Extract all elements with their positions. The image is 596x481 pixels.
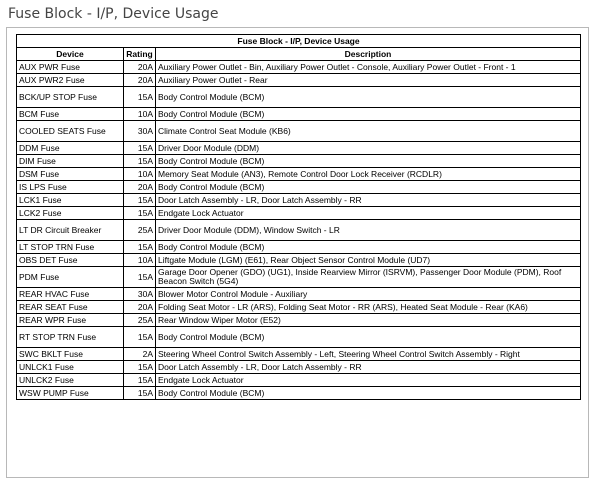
- cell-rating: 15A: [124, 194, 156, 207]
- cell-description: Steering Wheel Control Switch Assembly - Left, Steering Wheel Control Switch Assembly - Right: [156, 348, 581, 361]
- cell-device: AUX PWR2 Fuse: [17, 74, 124, 87]
- cell-rating: 15A: [124, 155, 156, 168]
- cell-device: OBS DET Fuse: [17, 254, 124, 267]
- cell-device: AUX PWR Fuse: [17, 61, 124, 74]
- cell-description: Body Control Module (BCM): [156, 181, 581, 194]
- table-row: [17, 168, 581, 181]
- cell-description: Body Control Module (BCM): [156, 87, 581, 108]
- cell-description: Auxiliary Power Outlet - Rear: [156, 74, 581, 87]
- cell-rating: 15A: [124, 241, 156, 254]
- table-row: [17, 387, 581, 400]
- cell-rating: 30A: [124, 288, 156, 301]
- cell-rating: 15A: [124, 374, 156, 387]
- cell-device: DDM Fuse: [17, 142, 124, 155]
- cell-description: Endgate Lock Actuator: [156, 374, 581, 387]
- cell-device: DIM Fuse: [17, 155, 124, 168]
- table-row: [17, 207, 581, 220]
- cell-device: LCK1 Fuse: [17, 194, 124, 207]
- table-caption: Fuse Block - I/P, Device Usage: [17, 35, 581, 48]
- table-row: [17, 108, 581, 121]
- cell-rating: 10A: [124, 168, 156, 181]
- cell-rating: 10A: [124, 254, 156, 267]
- cell-description: Auxiliary Power Outlet - Bin, Auxiliary Power Outlet - Console, Auxiliary Power Outlet - Front - 1: [156, 61, 581, 74]
- cell-description: Liftgate Module (LGM) (E61), Rear Object Sensor Control Module (UD7): [156, 254, 581, 267]
- cell-description: Folding Seat Motor - LR (ARS), Folding Seat Motor - RR (ARS), Heated Seat Module - Rear (KA6): [156, 301, 581, 314]
- column-header-rating: Rating: [124, 48, 156, 61]
- cell-device: COOLED SEATS Fuse: [17, 121, 124, 142]
- cell-device: REAR SEAT Fuse: [17, 301, 124, 314]
- table-row: [17, 61, 581, 74]
- cell-device: WSW PUMP Fuse: [17, 387, 124, 400]
- cell-device: BCK/UP STOP Fuse: [17, 87, 124, 108]
- table-row: [17, 121, 581, 142]
- cell-description: Endgate Lock Actuator: [156, 207, 581, 220]
- cell-description: Body Control Module (BCM): [156, 327, 581, 348]
- table-row: [17, 241, 581, 254]
- table-row: [17, 254, 581, 267]
- table-row: [17, 142, 581, 155]
- column-header-device: Device: [17, 48, 124, 61]
- cell-description: Body Control Module (BCM): [156, 387, 581, 400]
- fuse-table: [16, 34, 581, 400]
- table-row: [17, 348, 581, 361]
- cell-device: UNLCK2 Fuse: [17, 374, 124, 387]
- cell-rating: 20A: [124, 181, 156, 194]
- cell-rating: 20A: [124, 74, 156, 87]
- table-row: [17, 155, 581, 168]
- cell-device: UNLCK1 Fuse: [17, 361, 124, 374]
- cell-device: LCK2 Fuse: [17, 207, 124, 220]
- cell-description: Body Control Module (BCM): [156, 155, 581, 168]
- table-row: [17, 374, 581, 387]
- cell-description: Body Control Module (BCM): [156, 108, 581, 121]
- cell-device: DSM Fuse: [17, 168, 124, 181]
- cell-rating: 20A: [124, 301, 156, 314]
- table-row: [17, 220, 581, 241]
- cell-rating: 2A: [124, 348, 156, 361]
- cell-device: REAR WPR Fuse: [17, 314, 124, 327]
- cell-description: Climate Control Seat Module (KB6): [156, 121, 581, 142]
- cell-description: Garage Door Opener (GDO) (UG1), Inside Rearview Mirror (ISRVM), Passenger Door Module (PDM), Roof Beacon Switch (5G4): [156, 267, 581, 288]
- cell-device: RT STOP TRN Fuse: [17, 327, 124, 348]
- cell-device: PDM Fuse: [17, 267, 124, 288]
- table-row: [17, 314, 581, 327]
- table-row: [17, 361, 581, 374]
- cell-rating: 30A: [124, 121, 156, 142]
- cell-description: Blower Motor Control Module - Auxiliary: [156, 288, 581, 301]
- cell-rating: 15A: [124, 142, 156, 155]
- cell-rating: 20A: [124, 61, 156, 74]
- table-row: [17, 301, 581, 314]
- cell-description: Memory Seat Module (AN3), Remote Control Door Lock Receiver (RCDLR): [156, 168, 581, 181]
- cell-device: REAR HVAC Fuse: [17, 288, 124, 301]
- cell-rating: 15A: [124, 267, 156, 288]
- cell-rating: 10A: [124, 108, 156, 121]
- cell-device: LT STOP TRN Fuse: [17, 241, 124, 254]
- table-row: [17, 267, 581, 288]
- cell-rating: 15A: [124, 87, 156, 108]
- cell-description: Body Control Module (BCM): [156, 241, 581, 254]
- table-row: [17, 327, 581, 348]
- cell-description: Door Latch Assembly - LR, Door Latch Assembly - RR: [156, 361, 581, 374]
- table-row: [17, 87, 581, 108]
- table-row: [17, 194, 581, 207]
- cell-description: Driver Door Module (DDM), Window Switch - LR: [156, 220, 581, 241]
- cell-device: IS LPS Fuse: [17, 181, 124, 194]
- cell-description: Rear Window Wiper Motor (E52): [156, 314, 581, 327]
- cell-device: BCM Fuse: [17, 108, 124, 121]
- cell-rating: 15A: [124, 361, 156, 374]
- cell-rating: 25A: [124, 220, 156, 241]
- table-row: [17, 288, 581, 301]
- table-row: [17, 181, 581, 194]
- column-header-description: Description: [156, 48, 581, 61]
- cell-description: Driver Door Module (DDM): [156, 142, 581, 155]
- cell-device: SWC BKLT Fuse: [17, 348, 124, 361]
- table-body: [17, 61, 581, 400]
- page-heading: Fuse Block - I/P, Device Usage: [8, 6, 219, 22]
- cell-rating: 25A: [124, 314, 156, 327]
- cell-rating: 15A: [124, 207, 156, 220]
- cell-rating: 15A: [124, 387, 156, 400]
- cell-description: Door Latch Assembly - LR, Door Latch Assembly - RR: [156, 194, 581, 207]
- cell-rating: 15A: [124, 327, 156, 348]
- cell-device: LT DR Circuit Breaker: [17, 220, 124, 241]
- table-row: [17, 74, 581, 87]
